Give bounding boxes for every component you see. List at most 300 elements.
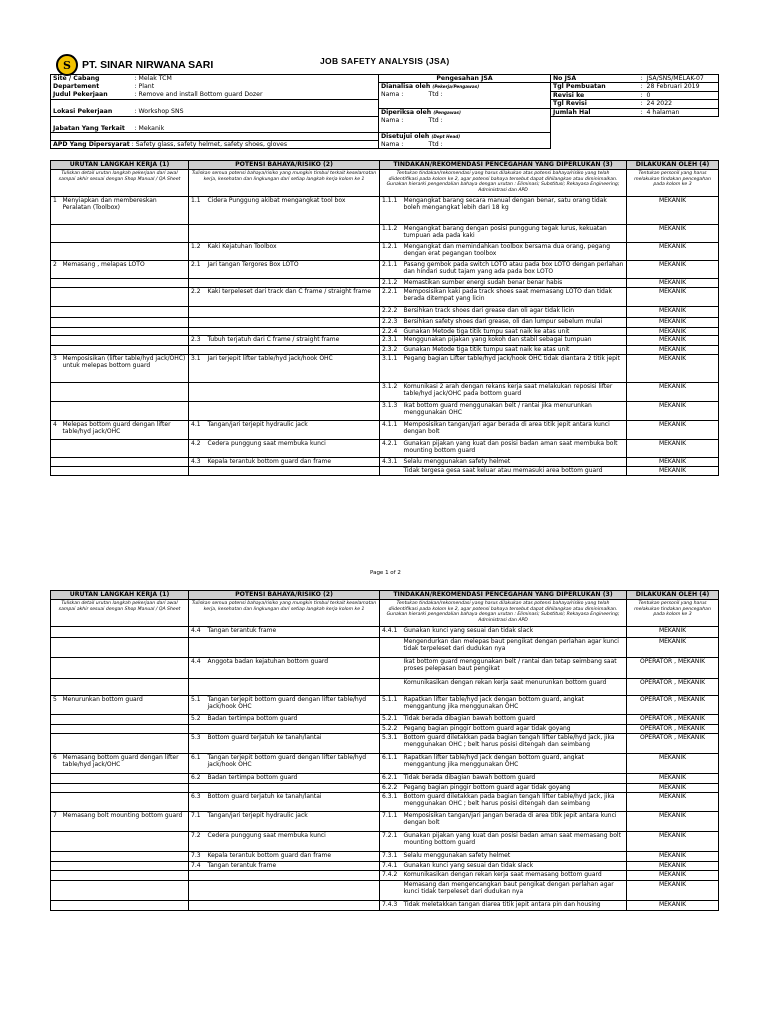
hazard-text: Tangan terantuk frame <box>206 627 380 638</box>
step-text <box>61 774 189 784</box>
step-number <box>51 638 61 658</box>
hazard-number: 7.2 <box>189 832 206 852</box>
step-number: 5 <box>51 696 61 715</box>
column-header-steps: URUTAN LANGKAH KERJA (1) <box>51 161 189 170</box>
hazard-number: 1.1 <box>189 197 206 225</box>
table-row <box>51 774 719 784</box>
hazard-number: 5.2 <box>189 715 206 725</box>
table-row <box>51 383 719 402</box>
table-row <box>51 881 719 901</box>
hazard-text: Tangan terjepit bottom guard dengan lifter table/hyd jack/hook OHC <box>206 754 380 774</box>
performed-by: MEKANIK <box>627 638 719 658</box>
action-number: 3.1.3 <box>380 402 402 421</box>
hazard-text <box>206 725 380 734</box>
hazard-text <box>206 383 380 402</box>
table-row <box>51 261 719 279</box>
approved-by: Disetujui oleh (Dept Head) <box>379 133 551 141</box>
performed-by: MEKANIK <box>627 881 719 901</box>
action-text: Mengendurkan dan melepas baut pengikat dengan perlahan agar kunci tidak terpeleset dari dudukan nya <box>402 638 627 658</box>
action-number: 6.1.1 <box>380 754 402 774</box>
hazard-text <box>206 901 380 911</box>
step-text <box>61 328 189 336</box>
step-text: Menyiapkan dan membereskan Peralatan (Toolbox) <box>61 197 189 225</box>
action-text: Memposisikan tangan/jari jangan berada di area titik jepit antara kunci dengan bolt <box>402 812 627 832</box>
performed-by: OPERATOR , MEKANIK <box>627 715 719 725</box>
hazard-text: Kepala terantuk bottom guard dan frame <box>206 852 380 862</box>
column-desc-steps: Tuliskan detail urutan langkah pekerjaan dari awal sampai akhir sesuai dengan Shop Manual / QA Sheet <box>51 600 189 627</box>
step-number: 7 <box>51 812 61 832</box>
creation-date-value: : 28 Februari 2019 <box>639 83 719 91</box>
step-number <box>51 402 61 421</box>
action-number: 7.4.2 <box>380 871 402 881</box>
action-text: Bottom guard diletakkan pada bagian tengah lifter table/hyd jack, jika menggunakan OHC ; belt harus posisi ditengah dan seimbang <box>402 734 627 754</box>
hazard-text <box>206 467 380 476</box>
hazard-text: Cedera punggung saat membuka kunci <box>206 440 380 458</box>
performed-by: OPERATOR , MEKANIK <box>627 658 719 679</box>
step-number <box>51 881 61 901</box>
table-row <box>51 336 719 346</box>
hazard-number <box>189 383 206 402</box>
table-row <box>51 658 719 679</box>
performed-by: MEKANIK <box>627 402 719 421</box>
jsa-no-value: : JSA/SNS/MELAK-07 <box>639 75 719 83</box>
performed-by: MEKANIK <box>627 812 719 832</box>
action-number: 1.1.1 <box>380 197 402 225</box>
analyzed-sign-label: Ttd : <box>427 91 551 99</box>
action-text: Bersihkan track shoes dari grease dan oli agar tidak licin <box>402 307 627 318</box>
hazard-text: Cidera Punggung akibat mengangkat tool box <box>206 197 380 225</box>
table-row <box>51 355 719 383</box>
hazard-number <box>189 638 206 658</box>
action-number: 6.2.1 <box>380 774 402 784</box>
table-row <box>51 812 719 832</box>
job-title-value: : Remove and install Bottom guard Dozer <box>133 91 379 99</box>
hazard-text <box>206 279 380 288</box>
action-text: Menggunakan pijakan yang kokoh dan stabil sebagai tumpuan <box>402 336 627 346</box>
hazard-number <box>189 679 206 696</box>
hazard-number <box>189 328 206 336</box>
step-number <box>51 383 61 402</box>
action-number: 7.4.1 <box>380 862 402 871</box>
step-text <box>61 467 189 476</box>
hazard-text: Badan tertimpa bottom guard <box>206 774 380 784</box>
apd-row: APD Yang Dipersyarat : Safety glass, safety helmet, safety shoes, gloves <box>51 141 379 149</box>
action-text: Rapatkan lifter table/hyd jack dengan bottom guard, angkat menggantung jika menggunakan OHC <box>402 754 627 774</box>
performed-by: MEKANIK <box>627 754 719 774</box>
action-number: 7.3.1 <box>380 852 402 862</box>
hazard-text: Tangan terantuk frame <box>206 862 380 871</box>
hazard-text <box>206 784 380 793</box>
action-number: 6.2.2 <box>380 784 402 793</box>
performed-by: OPERATOR , MEKANIK <box>627 725 719 734</box>
action-text: Memasang dan mengencangkan baut pengikat dengan perlahan agar kunci tidak terpeleset dari dudukan nya <box>402 881 627 901</box>
table-row <box>51 862 719 871</box>
location-value: : Workshop SNS <box>133 108 379 116</box>
action-number <box>380 881 402 901</box>
step-number <box>51 715 61 725</box>
hazard-number <box>189 402 206 421</box>
step-number <box>51 774 61 784</box>
performed-by: MEKANIK <box>627 421 719 440</box>
table-row <box>51 243 719 261</box>
hazard-number: 6.1 <box>189 754 206 774</box>
hazard-text: Jari tangan Tergores Box LOTO <box>206 261 380 279</box>
approval-title: Pengesahan JSA <box>379 75 551 83</box>
step-text <box>61 627 189 638</box>
table-row <box>51 458 719 467</box>
performed-by: MEKANIK <box>627 279 719 288</box>
step-number <box>51 793 61 812</box>
performed-by: MEKANIK <box>627 288 719 307</box>
approved-name-label: Nama : <box>379 141 427 149</box>
step-number <box>51 346 61 355</box>
column-header-by: DILAKUKAN OLEH (4) <box>627 161 719 170</box>
page-count-label: Jumlah Hal <box>551 108 639 116</box>
table-row <box>51 784 719 793</box>
step-text: Melepas bottom guard dengan lifter table/hyd jack/OHC <box>61 421 189 440</box>
step-number: 1 <box>51 197 61 225</box>
step-number <box>51 243 61 261</box>
hazard-text <box>206 318 380 328</box>
step-number <box>51 901 61 911</box>
performed-by: MEKANIK <box>627 871 719 881</box>
hazard-number <box>189 307 206 318</box>
company-name: PT. SINAR NIRWANA SARI <box>82 59 214 71</box>
hazard-text: Kepala terantuk bottom guard dan frame <box>206 458 380 467</box>
step-text <box>61 901 189 911</box>
action-text: Tidak meletakkan tangan diarea titik jepit antara pin dan housing <box>402 901 627 911</box>
step-text <box>61 881 189 901</box>
action-number: 2.1.1 <box>380 261 402 279</box>
table-row <box>51 328 719 336</box>
step-text <box>61 679 189 696</box>
step-number <box>51 307 61 318</box>
performed-by: MEKANIK <box>627 243 719 261</box>
table-row <box>51 725 719 734</box>
step-number <box>51 852 61 862</box>
table-row <box>51 197 719 225</box>
action-text: Gunakan kunci yang sesuai dan tidak slack <box>402 627 627 638</box>
jsa-steps-table-page-1 <box>50 160 719 476</box>
step-number <box>51 440 61 458</box>
dept-value: : Plant <box>133 83 379 91</box>
performed-by: MEKANIK <box>627 467 719 476</box>
hazard-text: Tangan/jari terjepit hydraulic jack <box>206 421 380 440</box>
table-row <box>51 832 719 852</box>
performed-by: MEKANIK <box>627 458 719 467</box>
step-text <box>61 279 189 288</box>
table-row <box>51 734 719 754</box>
approved-sign-label: Ttd : <box>427 141 551 149</box>
performed-by: MEKANIK <box>627 328 719 336</box>
action-text: Ikat bottom guard menggunakan belt / rantai dan tetap seimbang saat proses pelepasan baut pengikat <box>402 658 627 679</box>
hazard-number <box>189 225 206 243</box>
action-number: 2.3.1 <box>380 336 402 346</box>
step-number: 3 <box>51 355 61 383</box>
action-number: 4.1.1 <box>380 421 402 440</box>
column-header-actions: TINDAKAN/REKOMENDASI PENCEGAHAN YANG DIPERLUKAN (3) <box>380 591 627 600</box>
document-title: JOB SAFETY ANALYSIS (JSA) <box>320 56 450 66</box>
table-row <box>51 679 719 696</box>
action-text: Mengangkat barang secara manual dengan benar, satu orang tidak boleh mengangkat lebih dari 18 kg <box>402 197 627 225</box>
action-text: Mengangkat dan memindahkan toolbox bersama dua orang, pegang dengan erat pegangan toolbox <box>402 243 627 261</box>
performed-by: MEKANIK <box>627 774 719 784</box>
hazard-number: 2.3 <box>189 336 206 346</box>
column-header-hazards: POTENSI BAHAYA/RISIKO (2) <box>189 161 380 170</box>
step-number <box>51 862 61 871</box>
action-number: 7.4.3 <box>380 901 402 911</box>
step-number <box>51 458 61 467</box>
hazard-text: Bottom guard terjatuh ke tanah/lantai <box>206 734 380 754</box>
related-position-value: : Mekanik <box>133 125 379 133</box>
hazard-text: Tubuh terjatuh dari C frame / straight frame <box>206 336 380 346</box>
action-number: 3.1.1 <box>380 355 402 383</box>
company-header <box>56 54 213 76</box>
step-number <box>51 328 61 336</box>
performed-by: MEKANIK <box>627 832 719 852</box>
table-row <box>51 871 719 881</box>
column-header-hazards: POTENSI BAHAYA/RISIKO (2) <box>189 591 380 600</box>
performed-by: OPERATOR , MEKANIK <box>627 679 719 696</box>
step-number: 6 <box>51 754 61 774</box>
step-text: Memposisikan (lifter table/hyd jack/OHC) untuk melepas bottom guard <box>61 355 189 383</box>
performed-by: MEKANIK <box>627 627 719 638</box>
action-text: Bottom guard diletakkan pada bagian tengah lifter table/hyd jack, jika menggunakan OHC ; belt harus posisi ditengah dan seimbang <box>402 793 627 812</box>
step-text <box>61 862 189 871</box>
step-text <box>61 784 189 793</box>
step-number <box>51 627 61 638</box>
hazard-number <box>189 467 206 476</box>
hazard-number: 2.1 <box>189 261 206 279</box>
action-number: 7.1.1 <box>380 812 402 832</box>
step-text: Memasang bolt mounting bottom guard <box>61 812 189 832</box>
step-text <box>61 871 189 881</box>
hazard-number <box>189 901 206 911</box>
step-text <box>61 288 189 307</box>
action-number <box>380 679 402 696</box>
table-row <box>51 754 719 774</box>
hazard-number: 2.2 <box>189 288 206 307</box>
site-label: Site / Cabang <box>51 75 133 83</box>
hazard-number: 5.3 <box>189 734 206 754</box>
action-text: Gunakan kunci yang sesuai dan tidak slack <box>402 862 627 871</box>
column-desc-hazards: Tuliskan semua potensi bahaya/risiko yang mungkin timbul terkait keselamatan kerja, kesehatan dan lingkungan dari setiap langkah kerja kolom ke 1 <box>189 170 380 197</box>
action-number <box>380 658 402 679</box>
step-number: 4 <box>51 421 61 440</box>
table-row <box>51 638 719 658</box>
table-row <box>51 225 719 243</box>
hazard-text <box>206 225 380 243</box>
jsa-no-label: No JSA <box>551 75 639 83</box>
performed-by: MEKANIK <box>627 852 719 862</box>
step-number: 2 <box>51 261 61 279</box>
hazard-number <box>189 725 206 734</box>
performed-by: MEKANIK <box>627 862 719 871</box>
table-row <box>51 467 719 476</box>
hazard-number <box>189 871 206 881</box>
table-row <box>51 318 719 328</box>
column-desc-steps: Tuliskan detail urutan langkah pekerjaan dari awal sampai akhir sesuai dengan Shop Manual / QA Sheet <box>51 170 189 197</box>
hazard-text <box>206 638 380 658</box>
action-number: 5.3.1 <box>380 734 402 754</box>
column-desc-by: Tentukan personil yang harus melakukan tindakan pencegahan pada kolom ke 3 <box>627 170 719 197</box>
action-number <box>380 467 402 476</box>
table-row <box>51 627 719 638</box>
step-number <box>51 336 61 346</box>
step-text <box>61 458 189 467</box>
action-text: Memposisikan tangan/jari agar berada di area titik jepit antara kunci dengan bolt <box>402 421 627 440</box>
hazard-number <box>189 784 206 793</box>
action-text: Tidak tergesa gesa saat keluar atau memasuki area bottom guard <box>402 467 627 476</box>
performed-by: MEKANIK <box>627 440 719 458</box>
step-text <box>61 440 189 458</box>
revision-date-label: Tgl Revisi <box>551 100 639 108</box>
action-number: 3.1.2 <box>380 383 402 402</box>
hazard-number: 7.4 <box>189 862 206 871</box>
location-label: Lokasi Pekerjaan <box>51 108 133 116</box>
hazard-number: 5.1 <box>189 696 206 715</box>
site-value: : Melak TCM <box>133 75 379 83</box>
action-text: Gunakan Metode tiga titik tumpu saat naik ke atas unit <box>402 346 627 355</box>
action-number: 4.3.1 <box>380 458 402 467</box>
hazard-number: 3.1 <box>189 355 206 383</box>
hazard-number: 6.2 <box>189 774 206 784</box>
action-text: Tidak berada dibagian bawah bottom guard <box>402 715 627 725</box>
action-text: Memastikan sumber energi sudah benar benar habis <box>402 279 627 288</box>
jsa-steps-table-page-2 <box>50 590 719 911</box>
hazard-text: Anggota badan kejatuhan bottom guard <box>206 658 380 679</box>
column-header-actions: TINDAKAN/REKOMENDASI PENCEGAHAN YANG DIPERLUKAN (3) <box>380 161 627 170</box>
action-text: Gunakan pijakan yang kuat dan posisi badan aman saat membuka bolt mounting bottom guard <box>402 440 627 458</box>
step-text <box>61 793 189 812</box>
revision-label: Revisi ke <box>551 91 639 99</box>
performed-by: MEKANIK <box>627 901 719 911</box>
hazard-text <box>206 307 380 318</box>
hazard-number: 7.3 <box>189 852 206 862</box>
hazard-text: Kaki terpeleset dari track dan C frame / straight frame <box>206 288 380 307</box>
table-row <box>51 901 719 911</box>
performed-by: OPERATOR , MEKANIK <box>627 734 719 754</box>
action-number: 5.2.2 <box>380 725 402 734</box>
step-number <box>51 658 61 679</box>
step-number <box>51 467 61 476</box>
step-number <box>51 871 61 881</box>
column-header-steps: URUTAN LANGKAH KERJA (1) <box>51 591 189 600</box>
step-number <box>51 784 61 793</box>
hazard-number: 4.4 <box>189 658 206 679</box>
performed-by: MEKANIK <box>627 793 719 812</box>
hazard-text: Kaki Kejatuhan Toolbox <box>206 243 380 261</box>
action-text: Komunikasikan dengan rekan kerja saat memasang bottom guard <box>402 871 627 881</box>
action-text: Pegang bagian pinggir bottom guard agar tidak goyang <box>402 784 627 793</box>
hazard-text <box>206 881 380 901</box>
table-row <box>51 279 719 288</box>
table-row <box>51 288 719 307</box>
step-text <box>61 638 189 658</box>
performed-by: MEKANIK <box>627 318 719 328</box>
hazard-number <box>189 881 206 901</box>
performed-by: MEKANIK <box>627 336 719 346</box>
action-number: 7.2.1 <box>380 832 402 852</box>
step-number <box>51 679 61 696</box>
step-text: Menurunkan bottom guard <box>61 696 189 715</box>
steps-body-page-2 <box>51 627 719 911</box>
table-row <box>51 852 719 862</box>
checked-sign-label: Ttd : <box>427 117 551 125</box>
hazard-text <box>206 402 380 421</box>
action-text: Bersihkan safety shoes dari grease, oli dan lumpur sebelum mulai <box>402 318 627 328</box>
step-text <box>61 243 189 261</box>
hazard-text: Bottom guard terjatuh ke tanah/lantai <box>206 793 380 812</box>
checked-name-label: Nama : <box>381 116 404 124</box>
step-number <box>51 832 61 852</box>
step-text <box>61 346 189 355</box>
step-number <box>51 318 61 328</box>
action-number: 1.2.1 <box>380 243 402 261</box>
action-text: Pegang bagian Lifter table/hyd jack/hook OHC tidak diantara 2 titik jepit <box>402 355 627 383</box>
action-text: Memposisikan kaki pada track shoes saat memasang LOTO dan tidak berada ditempat yang licin <box>402 288 627 307</box>
action-text: Gunakan pijakan yang kuat dan posisi badan aman saat memasang bolt mounting bottom guard <box>402 832 627 852</box>
step-text <box>61 336 189 346</box>
table-row <box>51 421 719 440</box>
action-number: 2.2.1 <box>380 288 402 307</box>
table-row <box>51 346 719 355</box>
revision-value: : 0 <box>639 91 719 99</box>
action-text: Tidak berada dibagian bawah bottom guard <box>402 774 627 784</box>
step-text <box>61 715 189 725</box>
table-row <box>51 793 719 812</box>
performed-by: MEKANIK <box>627 784 719 793</box>
hazard-number: 1.2 <box>189 243 206 261</box>
hazard-number: 4.3 <box>189 458 206 467</box>
job-title-label: Judul Pekerjaan <box>51 91 133 99</box>
performed-by: MEKANIK <box>627 197 719 225</box>
action-number: 2.2.3 <box>380 318 402 328</box>
performed-by: MEKANIK <box>627 355 719 383</box>
action-number: 2.1.2 <box>380 279 402 288</box>
page-count-value: : 4 halaman <box>639 108 719 116</box>
checked-by: Diperiksa oleh (Pengawas) <box>379 108 551 116</box>
step-text <box>61 658 189 679</box>
hazard-number: 4.4 <box>189 627 206 638</box>
hazard-number: 7.1 <box>189 812 206 832</box>
hazard-number <box>189 279 206 288</box>
hazard-number: 6.3 <box>189 793 206 812</box>
column-desc-by: Tentukan personil yang harus melakukan tindakan pencegahan pada kolom ke 3 <box>627 600 719 627</box>
step-number <box>51 225 61 243</box>
action-text: Gunakan Metode tiga titik tumpu saat naik ke atas unit <box>402 328 627 336</box>
analyzed-by: Dianalisa oleh (Pekerja/Pengawas) <box>379 83 551 91</box>
step-text <box>61 725 189 734</box>
action-number: 4.2.1 <box>380 440 402 458</box>
column-desc-actions: Tentukan tindakan/rekomendasi yang harus dilakukan atas potensi bahaya/risiko yang telah diidentifikasi pada kolom ke 2, agar potensi bahaya tersebut dapat dihilangkan atau diminimalkan. Gunakan hierarki pengendalian bahaya dengan urutan : Eliminasi; Substitusi; Rekayasa Engineering; Administrasi dan APD <box>380 170 627 197</box>
analyzed-name-label: Nama : <box>381 91 404 99</box>
action-number: 2.3.2 <box>380 346 402 355</box>
action-number: 1.1.2 <box>380 225 402 243</box>
column-header-by: DILAKUKAN OLEH (4) <box>627 591 719 600</box>
table-row <box>51 440 719 458</box>
step-number <box>51 279 61 288</box>
action-text: Rapatkan lifter table/hyd jack dengan bottom guard, angkat menggantung jika menggunakan OHC <box>402 696 627 715</box>
step-text <box>61 383 189 402</box>
hazard-text: Jari terjepit lifter table/hyd jack/hook OHC <box>206 355 380 383</box>
action-text: Selalu menggunakan safety helmet <box>402 458 627 467</box>
action-number: 6.3.1 <box>380 793 402 812</box>
performed-by: MEKANIK <box>627 261 719 279</box>
step-text: Memasang bottom guard dengan lifter table/hyd jack/OHC <box>61 754 189 774</box>
action-text: Komunikasi 2 arah dengan rekans kerja saat melakukan reposisi lifter table/hyd jack/OHC pada bottom guard <box>402 383 627 402</box>
action-number: 2.2.2 <box>380 307 402 318</box>
